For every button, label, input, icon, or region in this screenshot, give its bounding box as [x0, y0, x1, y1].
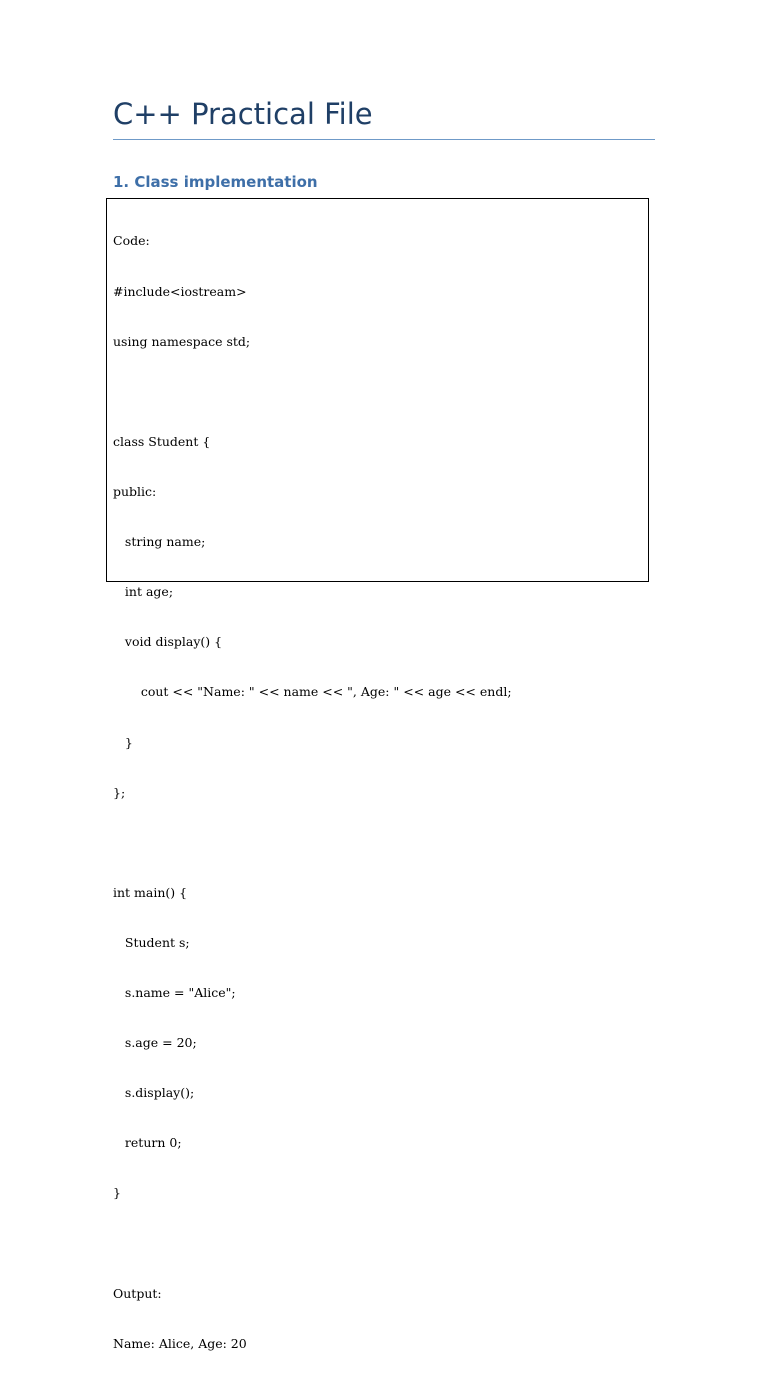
code-line: cout << "Name: " << name << ", Age: " << age << endl;: [113, 684, 512, 700]
code-line: int main() {: [113, 884, 188, 900]
title-divider: [113, 139, 655, 140]
code-box: [106, 198, 649, 1351]
code-line: class Student {: [113, 433, 211, 449]
code-line: Student s;: [113, 934, 190, 950]
output-line: Name: Alice, Age: 20: [113, 1335, 247, 1351]
code-line: s.display();: [113, 1085, 195, 1101]
code-line: Code:: [113, 233, 150, 249]
code-line: void display() {: [113, 634, 223, 650]
code-line: public:: [113, 483, 157, 499]
code-line: #include<iostream>: [113, 283, 247, 299]
code-line: s.name = "Alice";: [113, 985, 236, 1001]
code-line: }: [113, 734, 133, 750]
code-line: s.age = 20;: [113, 1035, 197, 1051]
code-line: using namespace std;: [113, 333, 251, 349]
code-line: int age;: [113, 584, 174, 600]
code-line: };: [113, 784, 126, 800]
code-line: string name;: [113, 534, 206, 550]
code-line: [113, 384, 512, 401]
code-line: [113, 835, 512, 852]
section-heading: 1. Class implementation: [113, 173, 318, 191]
code-line: [113, 1236, 512, 1253]
code-line: }: [113, 1185, 121, 1201]
code-line: return 0;: [113, 1135, 182, 1151]
code-block: [113, 200, 512, 1386]
output-label: Output:: [113, 1285, 162, 1301]
page-title: C++ Practical File: [113, 97, 373, 131]
